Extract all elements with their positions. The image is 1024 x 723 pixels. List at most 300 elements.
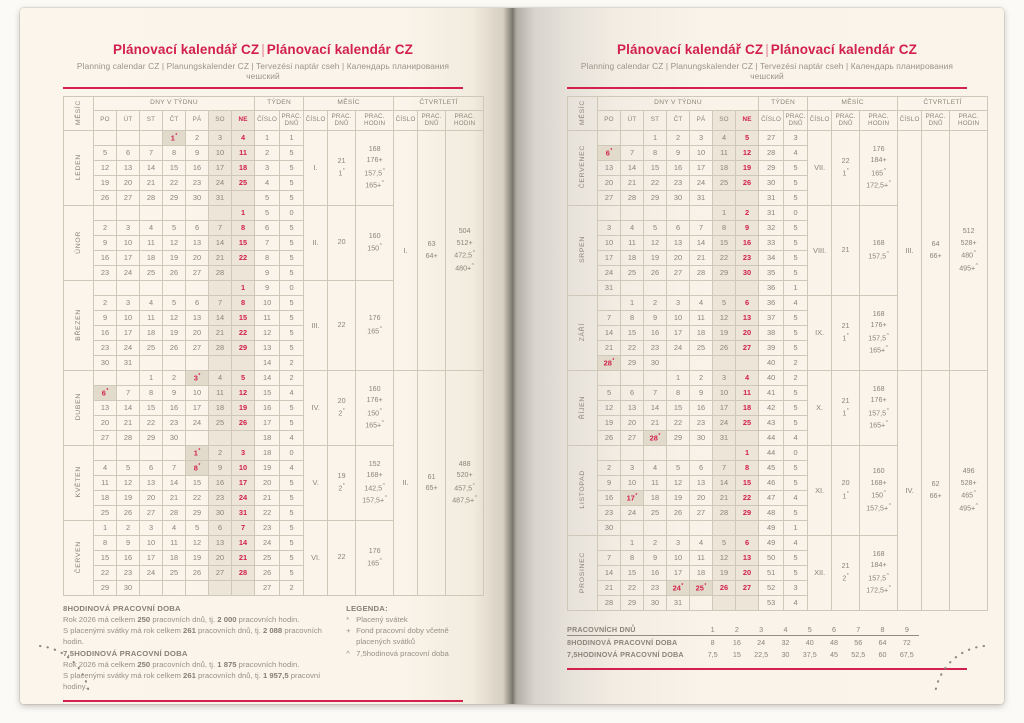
day-cell: 13 xyxy=(94,401,117,416)
quarter-number-cell: I. xyxy=(394,131,418,371)
week-row xyxy=(568,131,988,146)
day-cell: 5 xyxy=(163,221,186,236)
day-cell: 18 xyxy=(94,491,117,506)
day-cell: 5 xyxy=(598,386,621,401)
day-cell: 15 xyxy=(140,401,163,416)
value-line: 487,5+^ xyxy=(452,495,477,505)
day-cell: 29 xyxy=(621,356,644,371)
month-workdays-cell xyxy=(832,131,860,206)
week-workdays-cell: 5 xyxy=(280,296,304,311)
day-cell: 6 xyxy=(667,221,690,236)
week-number-cell: 29 xyxy=(759,161,784,176)
month-name-cell xyxy=(568,131,598,206)
table-body xyxy=(568,131,988,611)
day-cell: 6* xyxy=(598,146,621,161)
day-cell: 30 xyxy=(598,521,621,536)
hours75-mark: ^ xyxy=(382,482,385,489)
day-cell: 27 xyxy=(690,506,713,521)
day-cell: 10 xyxy=(621,476,644,491)
month-hours-cell xyxy=(860,296,898,371)
subcolumn-header: PRAC. DNŮ xyxy=(280,111,304,131)
week-workdays-cell: 5 xyxy=(784,461,808,476)
value-line: 465^ xyxy=(961,490,976,500)
worktime-line: Rok 2026 má celkem 250 pracovních dnů, tj. 2 000 pracovních hodin. xyxy=(63,615,300,625)
week-workdays-cell: 5 xyxy=(784,251,808,266)
day-cell xyxy=(713,596,736,611)
day-cell: 3 xyxy=(232,446,255,461)
day-cell xyxy=(186,206,209,221)
mini-value-cell: 64 xyxy=(878,638,887,647)
day-cell: 9 xyxy=(94,236,117,251)
week-number-cell: 49 xyxy=(759,536,784,551)
month-workdays-cell xyxy=(832,446,860,536)
week-workdays-cell: 5 xyxy=(280,311,304,326)
week-workdays-cell: 4 xyxy=(784,296,808,311)
week-number-cell: 10 xyxy=(255,296,280,311)
day-cell: 5 xyxy=(117,461,140,476)
day-cell: 30 xyxy=(644,356,667,371)
day-cell: 7 xyxy=(117,386,140,401)
mini-value-cell: 4 xyxy=(773,623,797,636)
day-cell: 19 xyxy=(598,416,621,431)
bold-number: 1 875 xyxy=(217,659,237,669)
month-name-label: ČERVEN xyxy=(74,540,82,574)
day-cell: 22 xyxy=(186,491,209,506)
day-cell: 16 xyxy=(644,326,667,341)
day-cell xyxy=(598,371,621,386)
value-line: 66+ xyxy=(929,491,942,500)
week-number-cell: 40 xyxy=(759,356,784,371)
month-number-cell: IX. xyxy=(808,296,832,371)
paid-holiday-mark: * xyxy=(342,408,345,415)
month-name-label: ÚNOR xyxy=(74,230,82,254)
week-row xyxy=(568,371,988,386)
day-cell: 18 xyxy=(736,401,759,416)
day-cell: 25 xyxy=(736,416,759,431)
day-cell: 9 xyxy=(644,311,667,326)
hours75-mark: ^ xyxy=(382,167,385,174)
week-workdays-cell: 5 xyxy=(280,341,304,356)
day-cell xyxy=(117,446,140,461)
day-cell xyxy=(667,446,690,461)
week-workdays-cell: 4 xyxy=(784,536,808,551)
week-number-cell: 9 xyxy=(255,266,280,281)
day-cell: 7 xyxy=(209,221,232,236)
day-cell: 14 xyxy=(209,311,232,326)
week-number-cell: 6 xyxy=(255,221,280,236)
hours75-mark: ^ xyxy=(384,495,387,502)
value-line: 160 xyxy=(368,384,381,393)
week-number-cell: 7 xyxy=(255,236,280,251)
day-cell xyxy=(736,281,759,296)
day-cell: 11 xyxy=(232,146,255,161)
value-line: 157,5^ xyxy=(868,332,889,342)
day-cell: 26 xyxy=(598,431,621,446)
week-workdays-cell: 5 xyxy=(280,326,304,341)
day-cell xyxy=(140,446,163,461)
worktime-heading: 7,5HODINOVÁ PRACOVNÍ DOBA xyxy=(63,648,188,658)
month-name-label: SRPEN xyxy=(578,236,586,264)
week-number-cell: 13 xyxy=(255,341,280,356)
mini-value-cell: 60 xyxy=(878,650,887,659)
day-cell: 4 xyxy=(140,221,163,236)
week-workdays-cell: 4 xyxy=(280,431,304,446)
day-cell: 11 xyxy=(140,311,163,326)
day-cell: 8 xyxy=(140,386,163,401)
day-cell: 6 xyxy=(186,296,209,311)
day-cell: 5 xyxy=(713,296,736,311)
red-divider-bottom xyxy=(63,700,463,702)
day-cell: 27 xyxy=(117,191,140,206)
day-cell: 23 xyxy=(736,251,759,266)
value-line: 1* xyxy=(842,490,849,501)
day-cell: 24 xyxy=(117,341,140,356)
week-workdays-cell: 5 xyxy=(280,221,304,236)
paid-holiday-mark: * xyxy=(198,372,201,379)
legend-heading: LEGENDA: xyxy=(346,604,388,613)
subcolumn-header: ČÍSLO xyxy=(255,111,280,131)
month-name-label: DUBEN xyxy=(74,393,82,421)
value-line: 168+ xyxy=(366,471,383,480)
day-cell: 31 xyxy=(117,356,140,371)
day-cell: 14 xyxy=(209,236,232,251)
day-name-header: ČT xyxy=(667,111,690,131)
value-line: 165+^ xyxy=(365,420,385,430)
day-cell: 16 xyxy=(598,491,621,506)
month-workdays-cell xyxy=(328,281,356,371)
day-cell: 13 xyxy=(140,476,163,491)
day-cell: 27 xyxy=(186,266,209,281)
day-cell: 29 xyxy=(94,581,117,596)
subcolumn-header: PRAC. DNŮ xyxy=(418,111,446,131)
day-cell: 15 xyxy=(163,161,186,176)
week-number-cell: 21 xyxy=(255,491,280,506)
day-cell: 12 xyxy=(186,536,209,551)
month-name-cell xyxy=(568,446,598,536)
value-line: 176 xyxy=(872,144,885,153)
day-cell xyxy=(736,596,759,611)
day-cell: 3 xyxy=(209,131,232,146)
day-cell: 12 xyxy=(232,386,255,401)
day-cell: 7 xyxy=(621,146,644,161)
mini-value-cell: 7,5 xyxy=(707,650,718,659)
mini-value-cell: 8 xyxy=(870,623,894,636)
red-divider-top xyxy=(567,87,967,89)
month-hours-cell xyxy=(860,206,898,296)
day-cell: 25 xyxy=(232,176,255,191)
month-hours-cell xyxy=(356,371,394,446)
worktime-heading: 8HODINOVÁ PRACOVNÍ DOBA xyxy=(63,604,181,613)
day-cell: 30 xyxy=(667,191,690,206)
month-column-label: MĚSÍC xyxy=(74,99,82,125)
day-cell: 28 xyxy=(209,266,232,281)
hours75-mark: ^ xyxy=(973,250,976,257)
day-cell: 7 xyxy=(163,461,186,476)
week-number-cell: 34 xyxy=(759,251,784,266)
week-workdays-cell: 0 xyxy=(280,281,304,296)
day-cell: 12 xyxy=(667,476,690,491)
day-cell: 5 xyxy=(667,461,690,476)
day-cell: 15 xyxy=(94,551,117,566)
day-cell: 22 xyxy=(713,251,736,266)
day-cell xyxy=(140,356,163,371)
subcolumn-header: ČÍSLO xyxy=(898,111,922,131)
day-cell: 4 xyxy=(644,461,667,476)
hours75-mark: ^ xyxy=(379,243,382,250)
day-cell: 26 xyxy=(163,341,186,356)
value-line: 22 xyxy=(841,156,850,165)
value-line: 152 xyxy=(368,459,381,468)
day-cell: 19 xyxy=(667,491,690,506)
quarter-workdays-cell xyxy=(418,131,446,371)
paid-holiday-mark: * xyxy=(342,168,345,175)
day-cell: 29 xyxy=(621,596,644,611)
day-cell: 25 xyxy=(209,416,232,431)
perforation-arc-right xyxy=(926,636,990,700)
day-cell: 21 xyxy=(598,341,621,356)
day-cell xyxy=(621,521,644,536)
day-cell xyxy=(94,371,117,386)
hours75-mark: ^ xyxy=(379,407,382,414)
day-cell xyxy=(621,281,644,296)
day-cell: 8 xyxy=(667,386,690,401)
month-column-header xyxy=(64,97,94,131)
hours75-mark: ^ xyxy=(973,490,976,497)
day-cell xyxy=(232,356,255,371)
value-line: 472,5^ xyxy=(454,250,475,260)
paid-holiday-mark: * xyxy=(106,387,109,394)
day-cell: 1 xyxy=(667,371,690,386)
header-group-row xyxy=(568,97,988,111)
subcolumn-header: ČÍSLO xyxy=(759,111,784,131)
day-cell: 22 xyxy=(140,416,163,431)
week-workdays-cell: 0 xyxy=(784,446,808,461)
day-cell: 12 xyxy=(713,551,736,566)
day-cell xyxy=(690,446,713,461)
week-workdays-cell: 2 xyxy=(280,371,304,386)
week-number-cell: 40 xyxy=(759,371,784,386)
paid-holiday-mark: * xyxy=(198,462,201,469)
month-hours-cell xyxy=(356,206,394,281)
day-cell: 15 xyxy=(621,566,644,581)
week-number-cell: 19 xyxy=(255,461,280,476)
day-cell: 27 xyxy=(140,506,163,521)
week-number-cell: 33 xyxy=(759,236,784,251)
week-workdays-cell: 2 xyxy=(280,356,304,371)
paid-holiday-mark: * xyxy=(681,582,684,589)
week-workdays-cell: 5 xyxy=(280,566,304,581)
week-number-cell: 15 xyxy=(255,386,280,401)
week-number-cell: 37 xyxy=(759,311,784,326)
title-cz: Plánovací kalendář CZ xyxy=(617,42,764,57)
quarter-hours-cell xyxy=(446,371,484,596)
day-cell xyxy=(667,206,690,221)
hours75-mark: ^ xyxy=(474,495,477,502)
day-name-header: ČT xyxy=(163,111,186,131)
day-cell: 14 xyxy=(598,566,621,581)
day-cell: 28* xyxy=(644,431,667,446)
week-workdays-cell: 5 xyxy=(280,161,304,176)
month-name-cell xyxy=(64,206,94,281)
day-cell: 25* xyxy=(690,581,713,596)
week-workdays-cell: 5 xyxy=(784,311,808,326)
day-cell: 9 xyxy=(163,386,186,401)
day-cell: 6 xyxy=(117,146,140,161)
day-cell: 21 xyxy=(163,491,186,506)
week-workdays-cell: 1 xyxy=(784,521,808,536)
day-cell: 25 xyxy=(140,341,163,356)
day-cell: 31 xyxy=(713,431,736,446)
week-number-cell: 31 xyxy=(759,191,784,206)
legend xyxy=(346,603,463,692)
day-name-header: NE xyxy=(736,111,759,131)
day-cell: 12 xyxy=(598,401,621,416)
mini-row xyxy=(567,648,919,660)
day-cell: 21 xyxy=(209,326,232,341)
value-line: 165+^ xyxy=(365,180,385,190)
day-cell: 2 xyxy=(94,296,117,311)
left-page xyxy=(20,8,512,704)
day-cell: 17 xyxy=(117,326,140,341)
month-workdays-cell xyxy=(832,296,860,371)
week-number-cell: 25 xyxy=(255,551,280,566)
day-cell xyxy=(163,281,186,296)
mini-value-cell: 15 xyxy=(732,650,741,659)
legend-symbol: + xyxy=(346,626,351,636)
day-cell: 20 xyxy=(598,176,621,191)
month-workdays-cell xyxy=(832,206,860,296)
day-cell: 2 xyxy=(667,131,690,146)
week-number-cell: 51 xyxy=(759,566,784,581)
day-cell: 19 xyxy=(713,326,736,341)
day-cell: 2 xyxy=(117,521,140,536)
day-cell: 8 xyxy=(621,551,644,566)
day-cell: 21 xyxy=(598,581,621,596)
day-cell: 30 xyxy=(644,596,667,611)
mini-row xyxy=(567,636,919,649)
day-cell xyxy=(232,431,255,446)
day-cell: 4 xyxy=(163,521,186,536)
week-workdays-cell: 4 xyxy=(784,491,808,506)
month-name-label: KVĚTEN xyxy=(74,466,82,498)
day-cell: 3 xyxy=(621,461,644,476)
quarter-workdays-cell xyxy=(922,371,950,611)
day-cell: 24 xyxy=(690,176,713,191)
day-name-header: ST xyxy=(644,111,667,131)
day-cell xyxy=(667,356,690,371)
week-number-cell: 36 xyxy=(759,296,784,311)
week-number-cell: 16 xyxy=(255,401,280,416)
table-header xyxy=(64,97,484,131)
left-page-content xyxy=(63,42,477,702)
day-cell: 18 xyxy=(690,566,713,581)
day-cell: 22 xyxy=(644,176,667,191)
bold-number: 250 xyxy=(137,659,151,669)
legend-symbol: ^ xyxy=(346,648,350,658)
week-workdays-cell: 5 xyxy=(280,191,304,206)
value-line: 2* xyxy=(338,408,345,418)
day-cell: 1 xyxy=(644,131,667,146)
day-cell: 23 xyxy=(644,341,667,356)
day-cell: 20 xyxy=(94,416,117,431)
mini-value-cell: 16 xyxy=(732,638,741,647)
day-cell: 21 xyxy=(232,551,255,566)
day-cell: 27 xyxy=(598,191,621,206)
day-cell xyxy=(690,521,713,536)
day-cell xyxy=(644,521,667,536)
day-cell: 20 xyxy=(186,251,209,266)
day-cell: 24 xyxy=(186,416,209,431)
mini-value-cell: 48 xyxy=(829,638,838,647)
day-cell xyxy=(209,206,232,221)
day-cell: 9 xyxy=(209,461,232,476)
value-line: 20 xyxy=(337,238,346,247)
month-number-cell: XI. xyxy=(808,446,832,536)
day-cell xyxy=(621,371,644,386)
day-cell: 25 xyxy=(621,266,644,281)
header-group-row xyxy=(64,97,484,111)
month-name-label: ČERVENEC xyxy=(578,145,586,189)
bold-number: 2 088 xyxy=(262,626,283,636)
day-cell: 6 xyxy=(690,461,713,476)
value-line: 495+^ xyxy=(959,262,979,273)
paid-holiday-mark: * xyxy=(846,333,849,340)
week-workdays-cell: 5 xyxy=(784,401,808,416)
subcolumn-header: PRAC. HODIN xyxy=(356,111,394,131)
month-number-cell: II. xyxy=(304,206,328,281)
day-name-header: ST xyxy=(140,111,163,131)
week-workdays-cell: 2 xyxy=(280,581,304,596)
day-name-header: ÚT xyxy=(621,111,644,131)
day-cell: 8 xyxy=(232,221,255,236)
day-cell: 5 xyxy=(186,521,209,536)
day-cell: 8 xyxy=(644,146,667,161)
day-cell: 14 xyxy=(140,161,163,176)
day-cell: 1 xyxy=(621,296,644,311)
month-workdays-cell xyxy=(328,446,356,521)
week-workdays-cell: 3 xyxy=(784,581,808,596)
day-cell xyxy=(209,356,232,371)
day-cell: 2 xyxy=(644,296,667,311)
hours75-mark: ^ xyxy=(886,407,889,414)
day-cell: 16 xyxy=(690,401,713,416)
week-workdays-cell: 5 xyxy=(280,416,304,431)
title-separator: | xyxy=(765,42,769,57)
day-cell: 19 xyxy=(736,161,759,176)
day-cell: 7 xyxy=(209,296,232,311)
week-number-cell: 30 xyxy=(759,176,784,191)
day-cell xyxy=(117,281,140,296)
value-line: 21 xyxy=(841,396,850,405)
day-cell xyxy=(713,281,736,296)
week-number-cell: 17 xyxy=(255,416,280,431)
red-divider-bottom xyxy=(567,668,967,670)
week-workdays-cell: 5 xyxy=(280,236,304,251)
week-workdays-cell: 4 xyxy=(784,431,808,446)
day-cell: 13 xyxy=(598,161,621,176)
paid-holiday-mark: * xyxy=(635,492,638,499)
month-hours-cell xyxy=(356,521,394,596)
week-number-cell: 47 xyxy=(759,491,784,506)
day-cell: 31 xyxy=(690,191,713,206)
week-workdays-cell: 5 xyxy=(784,476,808,491)
day-cell: 15 xyxy=(713,236,736,251)
day-cell: 18 xyxy=(163,551,186,566)
month-name-label: ŘÍJEN xyxy=(578,395,586,419)
week-workdays-cell: 5 xyxy=(784,191,808,206)
paid-holiday-mark: * xyxy=(175,132,178,139)
day-cell: 4 xyxy=(736,371,759,386)
